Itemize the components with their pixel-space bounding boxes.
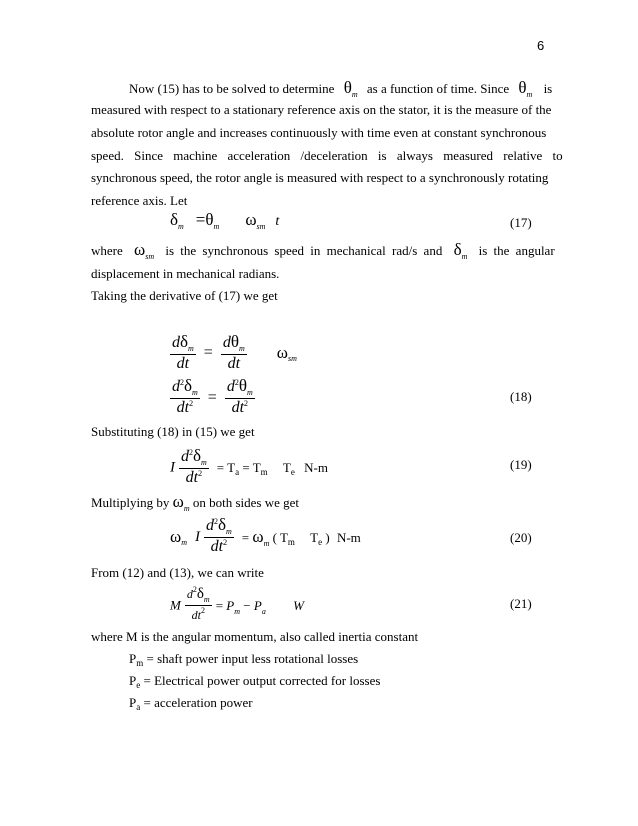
def-pm-sub: m (136, 658, 144, 668)
eq19-I: I (170, 459, 175, 476)
eq18b-equals: = (207, 388, 217, 406)
omega-sub-sm: sm (145, 252, 155, 261)
text-multiplying-b: on both sides we get (192, 495, 300, 510)
para1-line5: synchronous speed, the rotor angle is measured with respect to a synchronously rotating (91, 170, 549, 185)
eq21-minus: − (243, 597, 251, 613)
eq18a-lhs-frac (170, 333, 196, 373)
eq18b-sup3: 2 (234, 378, 239, 387)
eq18a-equals: = (203, 343, 213, 361)
theta-symbol-2: θ (518, 78, 527, 97)
definition-pe (129, 673, 380, 689)
def-pe-text: = Electrical power output corrected for losses (143, 673, 381, 688)
eq18b-sup2: 2 (189, 399, 194, 408)
eq17-sub-m2: m (213, 222, 220, 231)
mult-omega: ω (172, 492, 184, 511)
eq18b-dt2: dt (231, 399, 245, 416)
para1-line6: reference axis. Let (91, 193, 188, 208)
eq20-frac (204, 516, 234, 558)
eq20-close: ) (325, 530, 330, 545)
eq20-Tm: ( T (272, 530, 288, 545)
definition-pm (129, 651, 358, 667)
eq20-I: I (194, 528, 200, 545)
equation-20 (170, 516, 361, 558)
eq20-delta: δ (217, 515, 226, 534)
eq18b-sub: m (192, 388, 198, 397)
eq20-sub-e: e (318, 537, 323, 547)
eq21-delta: δ (196, 586, 204, 602)
eq18b-d2: d (226, 378, 235, 395)
eq21-P2: P (253, 597, 262, 613)
para1-text-a: Now (15) has to be solved to determine (129, 81, 335, 96)
eq21-sup: 2 (192, 585, 197, 594)
equation-21 (170, 585, 304, 626)
para2-where: where (91, 243, 123, 258)
eq20-d: d (205, 517, 214, 534)
eq19-dt: dt (185, 469, 199, 486)
eq21-P: P (226, 597, 235, 613)
eq19-sub: m (201, 458, 207, 467)
delta-sub-m: m (461, 252, 468, 261)
eq19-d: d (181, 448, 189, 465)
eq20-sup: 2 (213, 517, 218, 526)
para2-line3: Taking the derivative of (17) we get (91, 288, 278, 303)
eq19-number: (19) (510, 457, 532, 472)
def-pa-sym: P (129, 695, 137, 710)
text-from: From (12) and (13), we can write (91, 565, 264, 580)
eq18a-omega: ω (276, 343, 288, 362)
eq18a-dt2: dt (227, 355, 241, 372)
eq19-sub-a: a (235, 467, 240, 477)
para1-line2: measured with respect to a stationary reference axis on the stator, it is the measure of the (91, 102, 552, 117)
eq18b-d: d (172, 378, 180, 395)
eq19-Te: T (282, 460, 291, 475)
mult-sub-m: m (183, 504, 190, 513)
eq20-sub-m2: m (263, 539, 270, 548)
def-pe-sub: e (136, 680, 141, 690)
page-number: 6 (537, 38, 545, 53)
eq18a-d: d (172, 334, 180, 351)
eq20-sub-Tm: m (287, 537, 295, 547)
eq19-unit: N-m (304, 460, 328, 475)
eq21-W: W (293, 597, 304, 613)
eq19-delta: δ (193, 446, 202, 465)
eq17-number: (17) (510, 215, 532, 230)
eq19-sup2: 2 (198, 469, 203, 478)
equation-17 (170, 210, 279, 230)
eq18-number: (18) (510, 389, 532, 404)
eq21-number: (21) (510, 596, 532, 611)
eq17-theta: θ (205, 210, 214, 229)
eq21-M: M (170, 597, 181, 613)
def-pa-sub: a (136, 702, 141, 712)
text-multiplying-a: Multiplying by (91, 495, 170, 510)
def-pe-sym: P (129, 673, 137, 688)
text-substituting: Substituting (18) in (15) we get (91, 424, 255, 439)
subscript-m-2: m (526, 90, 533, 99)
eq19-eq-Tm: = T (242, 460, 261, 475)
eq20-sub-m: m (181, 537, 187, 547)
eq18b-sup4: 2 (244, 399, 249, 408)
eq21-sub-a: a (261, 606, 266, 616)
eq18b-lhs-frac (170, 377, 200, 419)
eq21-d: d (186, 587, 193, 601)
eq17-sub-sm: sm (256, 222, 266, 231)
para2-line2: displacement in mechanical radians. (91, 266, 280, 281)
equation-18b (170, 377, 255, 419)
para1-text-c: is (543, 81, 553, 96)
eq20-dt: dt (210, 538, 224, 555)
eq18a-dt: dt (176, 355, 190, 372)
def-pa-text: = acceleration power (143, 695, 253, 710)
eq21-frac (185, 585, 212, 626)
def-pm-sym: P (129, 651, 137, 666)
para1-text-b: as a function of time. Since (366, 81, 510, 96)
para1-line1 (129, 78, 552, 98)
text-multiplying (91, 492, 299, 512)
delta-symbol: δ (453, 240, 462, 259)
eq19-frac (179, 447, 209, 489)
eq18b-sub2: m (246, 388, 253, 397)
eq18a-theta: θ (230, 332, 239, 351)
para2-end: is the angular (478, 243, 555, 258)
theta-symbol: θ (343, 78, 352, 97)
eq21-equals: = (215, 597, 224, 613)
eq18a-sub-sm: sm (287, 353, 297, 363)
omega-symbol: ω (134, 240, 146, 259)
eq18b-rhs-frac (225, 377, 255, 419)
eq18a-rhs-frac (221, 333, 247, 373)
eq18a-sub2: m (238, 344, 245, 353)
eq17-equals: = (195, 210, 206, 229)
eq19-sub-m: m (260, 467, 268, 477)
eq20-omega2: ω (252, 527, 264, 546)
eq19-sub-e: e (290, 467, 295, 477)
equation-19 (170, 447, 328, 489)
eq18b-sup: 2 (180, 378, 184, 387)
eq21-sub-m: m (234, 606, 241, 616)
eq18b-theta: θ (238, 376, 247, 395)
eq18a-d2: d (222, 334, 231, 351)
eq19-eq-Ta: = T (216, 460, 236, 475)
eq18a-delta: δ (180, 332, 189, 351)
equation-18a (170, 333, 297, 373)
text-where-m: where M is the angular momentum, also called inertia constant (91, 629, 419, 644)
eq20-Te: T (310, 530, 319, 545)
eq20-equals: = (241, 530, 250, 545)
eq18b-dt: dt (176, 399, 190, 416)
para2-line1 (91, 240, 555, 260)
eq17-t: t (275, 214, 280, 229)
eq20-number: (20) (510, 530, 532, 545)
def-pm-text: = shaft power input less rotational losses (146, 651, 359, 666)
eq21-dt: dt (191, 608, 201, 622)
eq20-omega: ω (170, 527, 182, 546)
eq18b-delta: δ (184, 376, 193, 395)
definition-pa (129, 695, 253, 711)
eq20-sub: m (226, 527, 232, 536)
subscript-m: m (351, 90, 358, 99)
para1-line4: speed. Since machine acceleration /deceleration is always measured relative to (91, 148, 563, 163)
eq20-unit: N-m (336, 530, 361, 545)
eq17-omega: ω (245, 210, 257, 229)
eq17-delta: δ (170, 210, 179, 229)
eq21-sup2: 2 (200, 606, 205, 615)
eq18a-sub: m (188, 344, 194, 353)
para2-mid: is the synchronous speed in mechanical rad/s and (165, 243, 443, 258)
eq19-sup: 2 (189, 448, 193, 457)
para1-line3: absolute rotor angle and increases continuously with time even at constant synchronous (91, 125, 547, 140)
eq21-sub: m (203, 595, 210, 604)
eq20-sup2: 2 (223, 538, 228, 547)
eq17-sub-m: m (178, 222, 184, 231)
